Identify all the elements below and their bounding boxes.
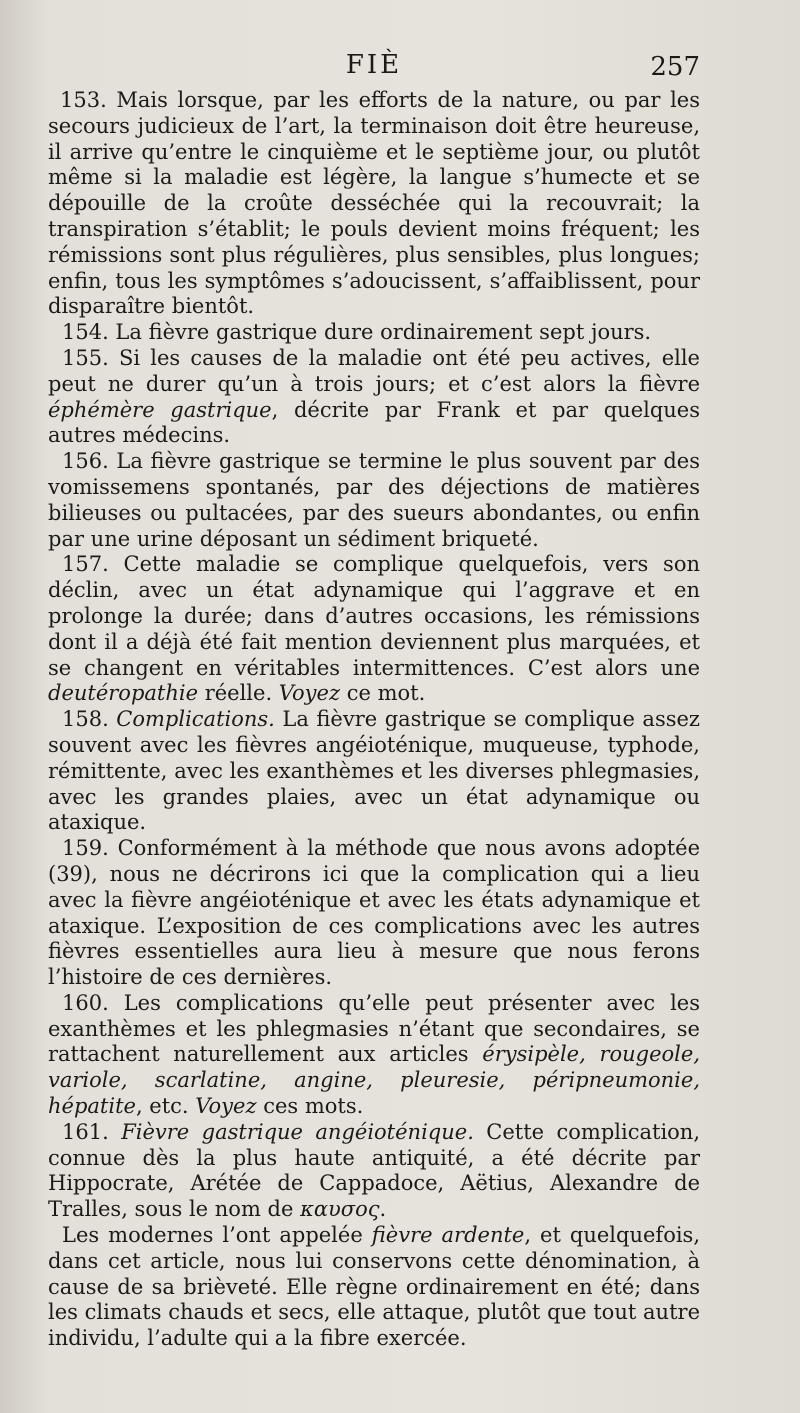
paragraph-157-text-c: ce mot.	[340, 681, 426, 706]
paragraph-159: 159. Conformément à la méthode que nous avons adoptée (39), nous ne décrirons ici que la complication qui a lieu avec la fièvre angéioténique et avec les états adynamique et ataxique. L’exposition de ces complications avec les autres fièvres essentielles aura lieu à mesure que nous ferons l’histoire de ces dernières.	[48, 836, 700, 990]
paragraph-158-text-b: La fièvre gastrique se complique assez souvent avec les fièvres angéioténique, muqueuse, typhode, rémittente, avec les exanthèmes et les diverses phlegmasies, avec les grandes plaies, avec un état adynamique ou ataxique.	[48, 707, 700, 835]
paragraph-161-greek: καυσος	[300, 1197, 380, 1222]
paragraph-161-text-c: .	[379, 1197, 387, 1222]
paragraph-160	[48, 991, 700, 1120]
paragraph-155-italic: éphémère gastrique	[48, 397, 272, 422]
paragraph-162-text-b: , et quelquefois, dans cet article, nous lui conservons cette dénomination, à cause de sa brièveté. Elle règne ordinairement en été; dans les climats chauds et secs, elle attaque, plutôt que tout autre individu, l’adulte qui a la fibre exercée.	[48, 1223, 700, 1351]
paragraph-160-italic-1: érysipèle, rougeole, variole, scarlatine, angine, pleuresie, péripneumonie, hépatite	[48, 1042, 700, 1119]
paragraph-157-text-a: 157. Cette maladie se complique quelquefois, vers son déclin, avec un état adynamique qui l’aggrave et en prolonge la durée; dans d’autres occasions, les rémissions dont il a déjà été fait mention deviennent plus marquées, et se changent en véritables intermittences. C’est alors une	[48, 552, 700, 680]
paragraph-160-italic-2: Voyez	[195, 1094, 257, 1119]
paragraph-155-text-b: , décrite par Frank et par quelques autres médecins.	[48, 397, 701, 448]
paragraph-157-italic-2: Voyez	[278, 681, 341, 706]
paragraph-157-italic-1: deutéropathie	[48, 681, 199, 706]
running-head: FIÈ	[345, 50, 403, 80]
paragraph-158-italic: Complications.	[116, 707, 275, 732]
paragraph-161-italic: Fièvre gastrique angéioténique.	[121, 1119, 474, 1144]
paragraph-156: 156. La fièvre gastrique se termine le plus souvent par des vomissemens spontanés, par des déjections de matières bilieuses ou pultacées, par des sueurs abondantes, ou enfin par une urine déposant un sédiment briqueté.	[48, 449, 700, 551]
paragraph-155-text-a: 155. Si les causes de la maladie ont été peu actives, elle peut ne durer qu’un à trois jours; et c’est alors la fièvre	[48, 345, 700, 396]
paragraph-162-text-a: Les modernes l’ont appelée	[62, 1223, 372, 1248]
paragraph-161	[48, 1120, 700, 1223]
paragraph-158	[48, 707, 700, 836]
paragraph-160-text-a: 160. Les complications qu’elle peut présenter avec les exanthèmes et les phlegmasies n’étant que secondaires, se rattachent naturellement aux articles	[48, 990, 700, 1067]
paragraph-154: 154. La fièvre gastrique dure ordinairement sept jours.	[62, 320, 652, 345]
paragraph-160-text-b: , etc.	[135, 1094, 196, 1119]
paragraph-162	[48, 1223, 700, 1352]
page-header	[48, 50, 700, 86]
paragraph-157	[48, 552, 700, 707]
paragraph-161-text-a: 161.	[62, 1119, 122, 1144]
paragraph-160-text-c: ces mots.	[256, 1094, 364, 1119]
body-text	[48, 88, 700, 1352]
paragraph-162-italic: fièvre ardente	[371, 1223, 525, 1248]
paragraph-161-text-b: Cette complication, connue dès la plus haute antiquité, a été décrite par Hippocrate, Arétée de Cappadoce, Aëtius, Alexandre de Tralles, sous le nom de	[48, 1119, 700, 1222]
paragraph-155	[48, 346, 700, 449]
paragraph-157-text-b: réelle.	[198, 681, 279, 706]
paragraph-158-text-a: 158.	[62, 707, 117, 732]
paragraph-153: 153. Mais lorsque, par les efforts de la nature, ou par les secours judicieux de l’art, la terminaison doit être heureuse, il arrive qu’entre le cinquième et le septième jour, ou plutôt même si la maladie est légère, la langue s’humecte et se dépouille de la croûte desséchée qui la recouvrait; la transpiration s’établit; le pouls devient moins fréquent; les rémissions sont plus régulières, plus sensibles, plus longues; enfin, tous les symptômes s’adoucissent, s’affaiblissent, pour disparaître bientôt.	[48, 88, 700, 319]
page-number: 257	[650, 52, 700, 82]
